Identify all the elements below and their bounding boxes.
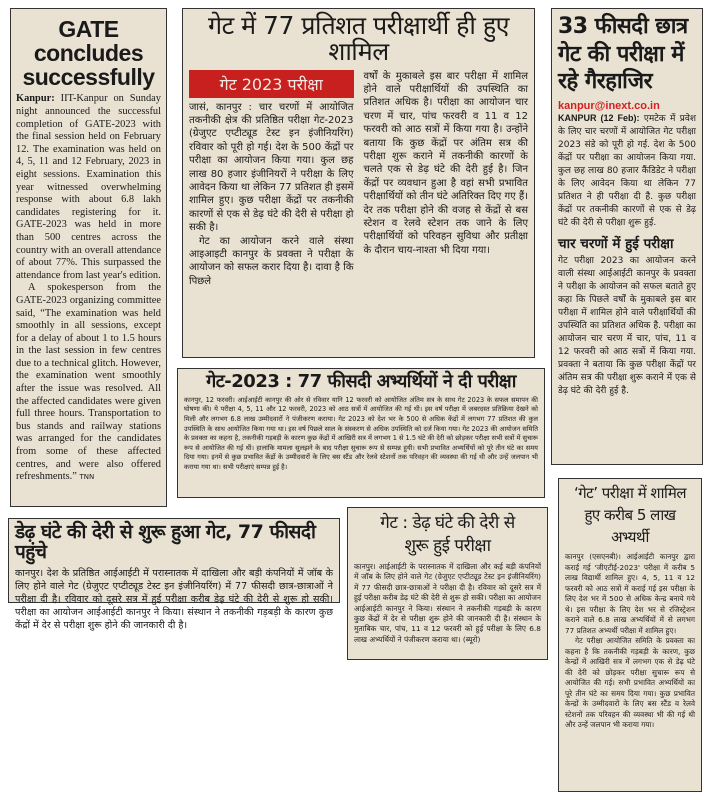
article-paragraph: कानपुर (एसएनबी)। आईआईटी कानपुर द्वारा कराई गई 'जीएटीई-2023' परीक्षा में करीब 5 लाख विद्यार्थी शामिल हुए। 4, 5, 11 व 12 फरवरी को आठ सत्रों में कराई गई इस परीक्षा के लिए देश भर में 500 से अधिक केन्द्र बनाये गये थे। इस परीक्षा के लिए देश भर से रजिस्ट्रेशन कराने वाले 6.8 लाख अभ्यर्थियों में से लगभग 77 प्रतिशत अभ्यर्थी परीक्षा में शामिल हुए। (565, 552, 695, 635)
headline: गेट : डेढ़ घंटे की देरी से शुरू हुई परीक्षा (380, 513, 515, 556)
article-paragraph: गेट का आयोजन करने वाले संस्था आइआइटी कानपुर के प्रवक्ता ने परीक्षा के आयोजन को सफल करार दिया है। दावा है कि पिछले (189, 235, 354, 287)
clipping-5-lakh-candidates (558, 478, 702, 792)
article-paragraph (16, 282, 161, 484)
clipping-33-percent-absent (551, 8, 703, 465)
article-paragraph: कानपुर। आईआईटी के परास्नातक में दाखिला और कई बड़ी कंपनियों में जॉब के लिए होने वाले गेट (ग्रेजुएट एप्टीट्यूड टेस्ट इन इंजीनियरिंग) में 77 फीसदी छात्र-छात्राओं ने परीक्षा दी है। रविवार को दूसरे सत्र में हुई परीक्षा करीब डेढ़ घंटे की देरी से शुरू हो सकी। परीक्षा का आयोजन आईआईटी कानपुर ने किया। संस्थान ने तकनीकी गड़बड़ी के कारण कुछ केंद्रों में देर से परीक्षा शुरू होने की जानकारी दी है। संस्थान के मुताबिक चार, पांच, 11 व 12 फरवरी को हुई परीक्षा के लिए 6.8 लाख अभ्यर्थियों ने पंजीकरण कराया था। (ब्यूरो) (354, 561, 541, 644)
headline: 33 फीसदी छात्र गेट की परीक्षा में रहे गैरहाजिर (558, 14, 688, 94)
headline: GATE concludes successfully (22, 16, 155, 91)
dateline: KANPUR (12 Feb): (558, 112, 640, 123)
clipping-77-percent (182, 8, 535, 358)
clipping-gate-concludes (10, 8, 167, 507)
clipping-77-fisdi (177, 368, 545, 498)
paragraph-text: A spokesperson from the GATE-2023 organizing committee said, “The examination was held smoothly in all sessions, except for a delay of about 1 to 1.5 hours in the last session in few centres due to a technical glitch. However, the examination went smoothly after the issue was resolved. All the affected candidates were given full three hours. Transportation to bus stands and railway stations was arranged for the candidates from some of these affected centres, and were also offered refreshments.” (16, 282, 161, 483)
clipping-delay-77-reached (8, 518, 340, 631)
dateline: Kanpur: (16, 93, 55, 105)
article-paragraph: जासं, कानपुर : चार चरणों में आयोजित तकनीकी क्षेत्र की प्रतिष्ठित परीक्षा गेट-2023 (ग्रेजुएट एप्टीट्यूड टेस्ट इन इंजीनियरिंग) रविवार को पूरी हो गई। देश के 500 केंद्रों पर परीक्षा का आयोजन किया गया। कुल छह लाख 80 हजार इंजीनियरों ने परीक्षा के लिए आवेदन किया था लेकिन 77 प्रतिशत ही इसमें शामिल हुए। कुछ परीक्षा केंद्रों पर तकनीकी कारणों से एक से डेढ़ घंटे की देरी से परीक्षा हो सकी है। (189, 101, 354, 234)
subheading: चार चरणों में हुई परीक्षा (558, 235, 674, 252)
email-link[interactable]: kanpur@inext.co.in (558, 99, 660, 112)
article-paragraph (558, 112, 696, 230)
headline: ‘गेट’ परीक्षा में शामिल हुए करीब 5 लाख अभ्यर्थी (573, 484, 687, 546)
article-paragraph: वर्षों के मुकाबले इस बार परीक्षा में शामिल होने वाले परीक्षार्थियों की उपस्थिति का प्रतिशत अधिक है। परीक्षा का आयोजन चार चरण में चार, पांच फरवरी व 11 व 12 फरवरी को आठ सत्रों में किया गया है। उन्होंने बताया कि कुछ केंद्रों पर अंतिम सत्र की परीक्षा शुरू कराने में तकनीकी कारणों के चलते एक से डेढ़ घंटे की देरी हुई है। जिन केंद्रों पर व्यवधान हुआ है वहां सभी प्रभावित परीक्षार्थियों को तीन घंटे अतिरिक्त दिए गए हैं। देर तक परीक्षा होने की वजह से केंद्रों से बस स्टेशन व रेलवे स्टेशन तक जाने के लिए परीक्षार्थियों को परिवहन सुविधा और प्रतीक्षा के दौरान चाय-नाश्ता भी दिया गया। (363, 70, 528, 256)
article-paragraph: कानपुर। देश के प्रतिष्ठित आईआईटी में परास्नातक में दाखिला और बड़ी कंपनियों में जॉब के लिए होने वाले गेट (ग्रेजुएट एप्टीट्यूड टेस्ट इन इंजीनियरिंग) में 77 फीसदी छात्र-छात्राओं ने परीक्षा दी है। रविवार को दूसरे सत्र में हुई परीक्षा करीब डेढ़ घंटे की देरी से शुरू हो सकी। परीक्षा का आयोजन आईआईटी कानपुर ने किया। संस्थान ने तकनीकी गड़बड़ी के कारण कुछ केंद्रों में देर से परीक्षा शुरू होने की जानकारी दी है। (15, 567, 333, 631)
section-label: गेट 2023 परीक्षा (189, 70, 354, 98)
headline: डेढ़ घंटे की देरी से शुरू हुआ गेट, 77 फीसदी पहुंचे (15, 521, 316, 563)
paragraph-text: IIT-Kanpur on Sunday night announced the successful completion of GATE-2023 with the final session held on February 12. The examination was held on 4, 5, 11 and 12 February, 2023 in eight sessions. Examination this year witnessed overwhelming response with about 6.8 lakh candidates registering for it. GATE-2023 was held in more than 500 centres across the country with an overall attendance of about 77%. This surpassed the attendance from last year's edition. (16, 93, 161, 281)
article-paragraph: गेट परीक्षा आयोजित समिति के प्रवक्ता का कहना है कि तकनीकी गड़बड़ी के कारण, कुछ केन्द्रों में आखिरी सत्र में लगभग एक से डेढ़ घंटे की देरी को छोड़कर परीक्षा सुचारू रूप से आयोजित की गई। सभी प्रभावित अभ्यर्थियों का पूरे तीन घंटे का समय दिया गया। कुछ प्रभावित केन्द्रों के उम्मीदवारों के लिए बस स्टैंड व रेलवे स्टेशनों तक परिवहन की व्यवस्था भी की गई थी और उन्हें जलपान भी कराया गया। (565, 636, 695, 730)
article-paragraph (16, 93, 161, 282)
headline: गेट में 77 प्रतिशत परीक्षार्थी ही हुए शामिल (208, 11, 509, 67)
article-paragraph: कानपुर, 12 फरवरी। आईआईटी कानपुर की ओर से रविवार यानि 12 फरवरी को आयोजित अंतिम सत्र के साथ गेट 2023 के सफल समापन की घोषणा की। ये परीक्षा 4, 5, 11 और 12 फरवरी, 2023 को आठ सत्रों में आयोजित की गई थी। इस वर्ष परीक्षा में जबरदस्त प्रतिक्रिया देखने को मिली और लगभग 6.8 लाख उम्मीदवारों ने पंजीकरण कराया। गेट 2023 को देश भर के 500 से अधिक केंद्रों में लगभग 77 प्रतिशत की कुल उपस्थिति के साथ आयोजित किया गया था। इस वर्ष पिछले साल के संस्करण से अधिक उपस्थिति को दर्ज किया गया। गेट 2023 की आयोजन समिति के प्रवक्ता का कहना है, तकनीकी गड़बड़ी के कारण कुछ केंद्रों में आखिरी सत्र में लगभग 1 से 1.5 घंटे की देरी को छोड़कर परीक्षा सभी सत्रों में सुचारू रूप से आयोजित की गई थी। हालांकि मामला सुलझने के बाद परीक्षा सुचारू रूप से सम्पन्न हुयी। सभी प्रभावित अभ्यर्थियों को पूरे तीन घंटे का समय दिया गया। इनमें से कुछ प्रभावित केंद्रों के उम्मीदवारों के लिए बस स्टैंड और रेलवे स्टेशनों तक परिवहन की व्यवस्था की गई थी और उन्हें जलपान भी कराया गया था। सभी परीक्षाएं सम्पन्न हुई है। (184, 395, 538, 472)
credit: TNN (79, 473, 95, 482)
paragraph-text: एमटेक में प्रवेश के लिए चार चरणों में आयोजित गेट परीक्षा 2023 संडे को पूरी हो गई. देश के 500 केंद्रों पर परीक्षा का आयोजन किया गया. कुल छह लाख 80 हजार कैंडिडेट ने परीक्षा के लिए आवेदन किया था लेकिन 77 प्रतिशत ने ही परीक्षा दी है. कुछ परीक्षा केंद्रों पर तकनीकी कारणों से एक से डेढ़ घंटे की देरी से परीक्षा शुरू हुई. (558, 113, 696, 228)
headline: गेट-2023 : 77 फीसदी अभ्यर्थियों ने दी परीक्षा (206, 371, 516, 392)
clipping-gate-delay (347, 507, 548, 660)
article-paragraph: गेट परीक्षा 2023 का आयोजन करने वाली संस्था आईआईटी कानपुर के प्रवक्ता ने परीक्षा के आयोजन को सफल बताते हुए कहा कि पिछले वर्षों के मुकाबले इस बार परीक्षा में शामिल होने वाले परीक्षार्थियों की उपस्थिति का प्रतिशत अधिक है. परीक्षा का आयोजन चार चरण में चार, पांच, 11 व 12 फरवरी को आठ सत्रों में किया गया. प्रवक्ता ने बताया कि कुछ परीक्षा केंद्रों पर अंतिम सत्र की परीक्षा शुरू कराने में एक से डेढ़ घंटे की देरी हुई है. (558, 255, 696, 396)
